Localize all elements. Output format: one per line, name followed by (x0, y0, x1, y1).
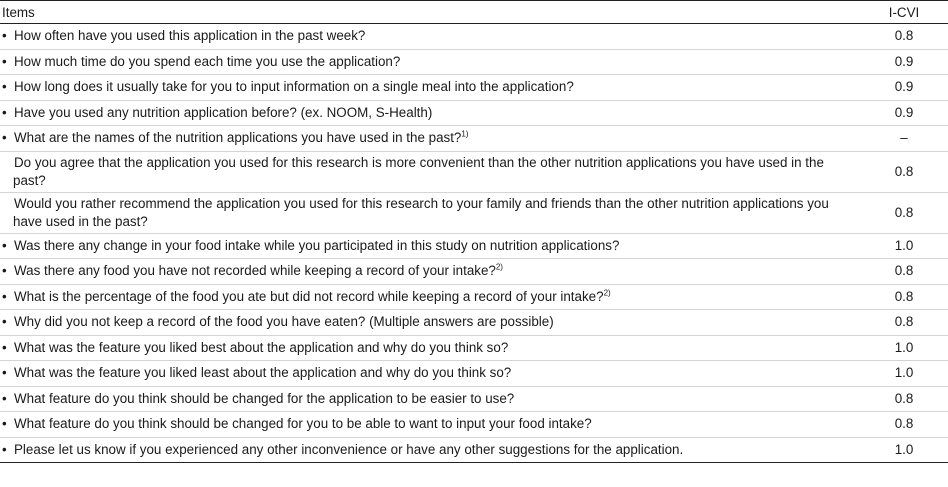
item-cell (0, 437, 860, 463)
question-text: How long does it usually take for you to input information on a single meal into the application? (14, 79, 574, 95)
question-text: What feature do you think should be changed for you to be able to want to input your food intake? (14, 416, 592, 432)
icvi-value: 0.8 (894, 263, 914, 279)
icvi-value: 0.9 (894, 79, 914, 95)
item-cell (0, 49, 860, 75)
question-text: What was the feature you liked best about the application and why do you think so? (14, 339, 509, 355)
bullet: • (2, 288, 7, 304)
header-items: Items (2, 4, 35, 20)
icvi-value: 1.0 (894, 365, 914, 381)
bullet: • (2, 314, 7, 330)
table-row (0, 151, 948, 192)
table-row (0, 75, 948, 101)
bullet: • (2, 104, 7, 120)
icvi-value: 0.8 (894, 288, 914, 304)
icvi-value: 0.8 (894, 416, 914, 432)
item-cell (0, 412, 860, 438)
item-cell (0, 24, 860, 50)
icvi-value: 0.9 (894, 104, 914, 120)
question-text: How often have you used this application in the past week? (14, 28, 366, 44)
question-text: Would you rather recommend the application you used for this research to your family and friends than the other nutrition applications you have used in the past? (13, 195, 829, 229)
bullet: • (2, 390, 7, 406)
item-cell (0, 75, 860, 101)
item-cell (0, 100, 860, 126)
table-row (0, 259, 948, 285)
question-text: Why did you not keep a record of the food you have eaten? (Multiple answers are possible) (14, 314, 554, 330)
table-row (0, 49, 948, 75)
icvi-value: 0.9 (894, 53, 914, 69)
bullet: • (2, 416, 7, 432)
icvi-value: 1.0 (894, 339, 914, 355)
question-text: What are the names of the nutrition applications you have used in the past? (14, 130, 462, 146)
header-row (0, 1, 948, 24)
table-row (0, 126, 948, 152)
bullet: • (2, 130, 7, 146)
table-row (0, 361, 948, 387)
bullet: • (2, 263, 7, 279)
question-text: What feature do you think should be changed for the application to be easier to use? (14, 390, 515, 406)
footnote-marker: 1) (461, 129, 469, 139)
question-text: How much time do you spend each time you use the application? (14, 53, 401, 69)
table-row (0, 284, 948, 310)
item-cell (0, 126, 860, 152)
table-body (0, 24, 948, 463)
icvi-value: 0.8 (894, 163, 914, 179)
item-cell (0, 259, 860, 285)
icvi-value: – (900, 130, 908, 146)
item-cell (0, 386, 860, 412)
item-cell (0, 335, 860, 361)
item-cell (0, 192, 860, 233)
icvi-value: 0.8 (894, 390, 914, 406)
table-row (0, 412, 948, 438)
table-row (0, 192, 948, 233)
bullet: • (2, 365, 7, 381)
icvi-value: 1.0 (894, 237, 914, 253)
header-icvi: I-CVI (888, 4, 920, 20)
question-text: Please let us know if you experienced any other inconvenience or have any other suggestions for the application. (14, 441, 684, 457)
question-text: What is the percentage of the food you ate but did not record while keeping a record of your intake? (14, 288, 604, 304)
item-cell (0, 284, 860, 310)
bullet: • (2, 79, 7, 95)
icvi-value: 0.8 (894, 28, 914, 44)
bullet (2, 195, 14, 213)
table-row (0, 437, 948, 463)
table-header (0, 1, 948, 24)
table-row (0, 335, 948, 361)
bullet: • (2, 237, 7, 253)
question-text: Have you used any nutrition application before? (ex. NOOM, S-Health) (14, 104, 433, 120)
table-row (0, 24, 948, 50)
icvi-value: 0.8 (894, 314, 914, 330)
item-cell (0, 361, 860, 387)
icvi-value: 1.0 (894, 441, 914, 457)
bullet: • (2, 441, 7, 457)
icvi-value: 0.8 (894, 204, 914, 220)
table-row (0, 386, 948, 412)
bullet: • (2, 28, 7, 44)
table-row (0, 310, 948, 336)
question-text: Was there any change in your food intake while you participated in this study on nutrition applications? (14, 237, 620, 253)
question-text: Do you agree that the application you used for this research is more convenient than the other nutrition applications you have used in the past? (13, 154, 824, 188)
table-row (0, 233, 948, 259)
item-cell (0, 310, 860, 336)
bullet (2, 154, 14, 172)
table-row (0, 100, 948, 126)
bullet: • (2, 53, 7, 69)
footnote-marker: 2) (495, 262, 503, 272)
question-text: What was the feature you liked least about the application and why do you think so? (14, 365, 512, 381)
question-text: Was there any food you have not recorded while keeping a record of your intake? (14, 263, 496, 279)
item-cell (0, 151, 860, 192)
item-cell (0, 233, 860, 259)
bullet: • (2, 339, 7, 355)
footnote-marker: 2) (603, 288, 611, 298)
